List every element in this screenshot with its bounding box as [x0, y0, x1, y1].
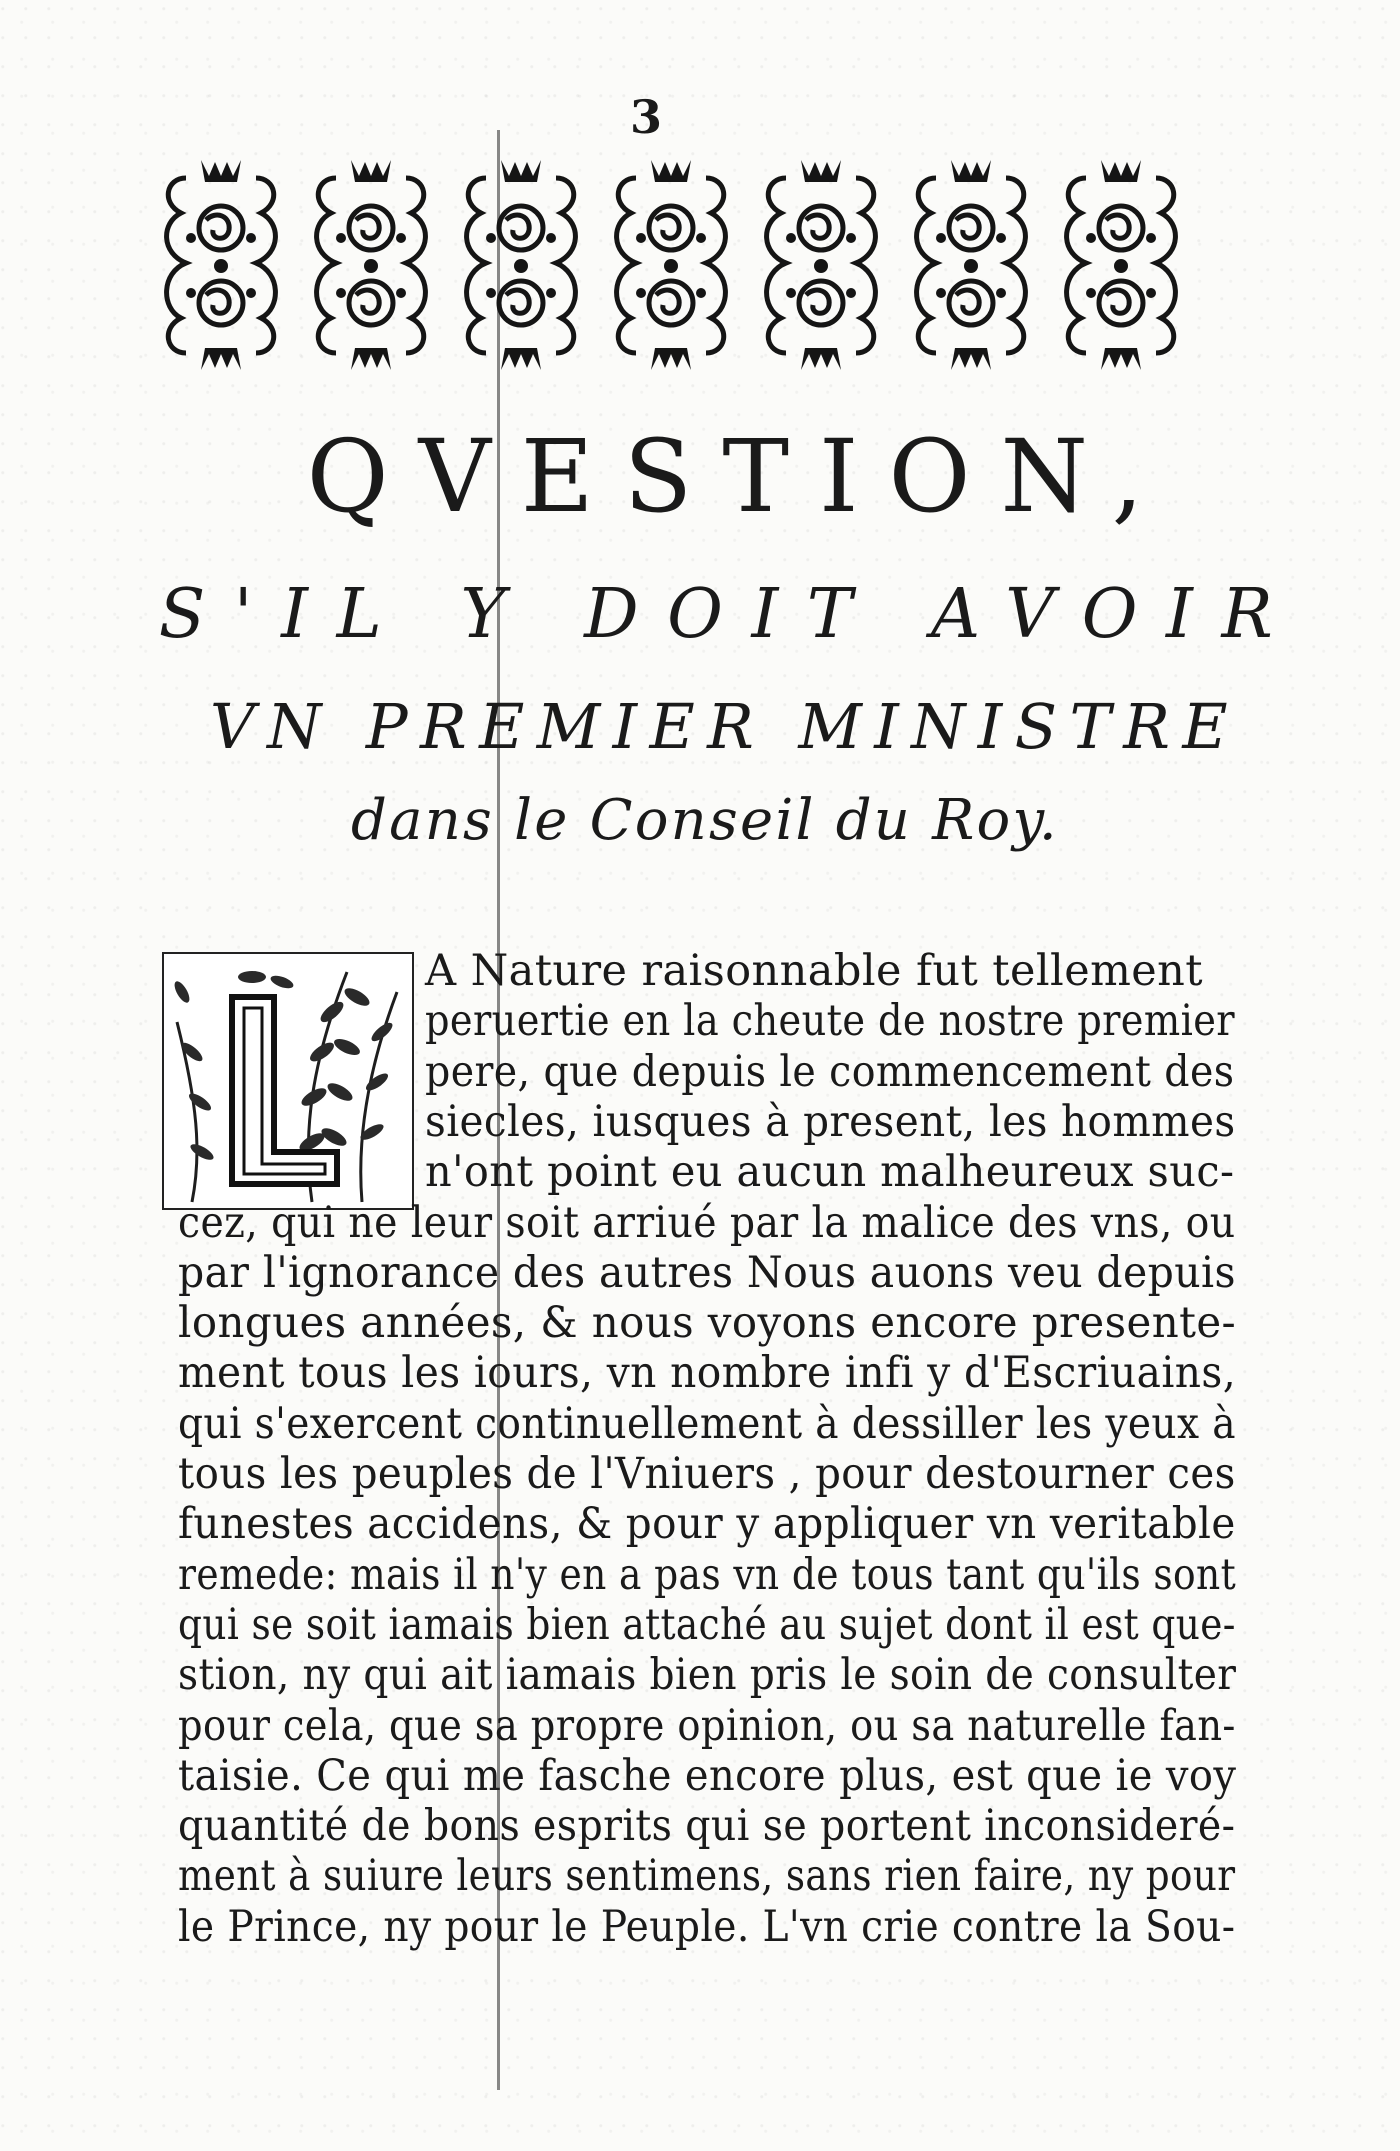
- ornament-band: [148, 158, 1194, 372]
- body-line: taisie. Ce qui me fasche encore plus, est que ie voy: [178, 1750, 1237, 1801]
- body-line: ment tous les iours, vn nombre infi y d'Escriuains,: [178, 1348, 1237, 1399]
- body-line: A Nature raisonnable fut tellement: [425, 946, 1203, 996]
- fleuron-ornament-icon: [148, 158, 294, 372]
- fleuron-ornament-icon: [1048, 158, 1194, 372]
- body-line: tous les peuples de l'Vniuers , pour destourner ces: [178, 1449, 1236, 1499]
- foliage-drop-cap-l-icon: [162, 952, 414, 1210]
- title-subtitle-3: dans le Conseil du Roy.: [351, 788, 1059, 853]
- body-line: pere, que depuis le commencement des: [425, 1046, 1235, 1097]
- title-main: QVESTION,: [306, 418, 1174, 535]
- page-number: 3: [629, 90, 662, 144]
- fleuron-ornament-icon: [598, 158, 744, 372]
- fleuron-ornament-icon: [298, 158, 444, 372]
- body-line: qui s'exercent continuellement à dessiller les yeux à: [178, 1398, 1236, 1449]
- body-line: qui se soit iamais bien attaché au sujet dont il est que-: [178, 1599, 1236, 1650]
- body-line: peruertie en la cheute de nostre premier: [425, 996, 1235, 1047]
- body-line: funestes accidens, & pour y appliquer vn veritable: [178, 1499, 1236, 1550]
- body-line: pour cela, que sa propre opinion, ou sa naturelle fan-: [178, 1700, 1236, 1751]
- body-line: cez, qui ne leur soit arriué par la malice des vns, ou: [178, 1197, 1236, 1248]
- fleuron-ornament-icon: [748, 158, 894, 372]
- title-subtitle-2: VN PREMIER MINISTRE: [209, 690, 1241, 763]
- body-line: n'ont point eu aucun malheureux suc-: [425, 1147, 1235, 1198]
- title-subtitle-1: S'IL Y DOIT AVOIR: [158, 575, 1302, 654]
- body-line: stion, ny qui ait iamais bien pris le soin de consulter: [178, 1650, 1237, 1701]
- body-line: par l'ignorance des autres Nous auons veu depuis: [178, 1247, 1236, 1298]
- body-line: ment à suiure leurs sentimens, sans rien faire, ny pour: [178, 1851, 1236, 1902]
- fleuron-ornament-icon: [448, 158, 594, 372]
- body-line: remede: mais il n'y en a pas vn de tous tant qu'ils sont: [178, 1549, 1237, 1600]
- body-line: siecles, iusques à present, les hommes: [425, 1096, 1236, 1147]
- body-line: le Prince, ny pour le Peuple. L'vn crie contre la Sou-: [178, 1901, 1236, 1952]
- body-line: quantité de bons esprits qui se portent inconsideré-: [178, 1801, 1236, 1852]
- fleuron-ornament-icon: [898, 158, 1044, 372]
- body-line: longues années, & nous voyons encore presente-: [178, 1298, 1237, 1349]
